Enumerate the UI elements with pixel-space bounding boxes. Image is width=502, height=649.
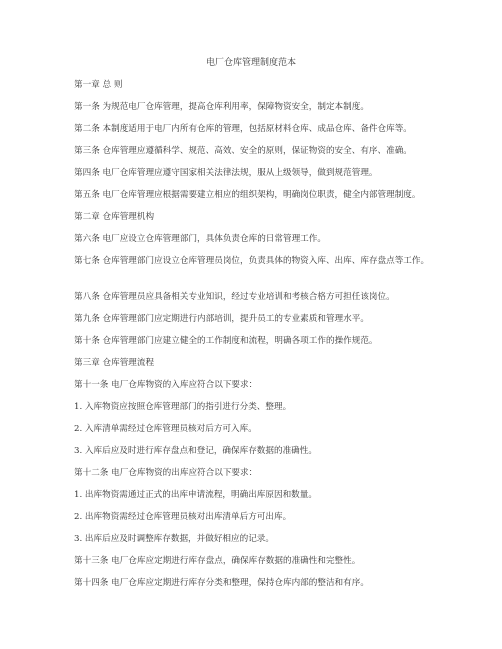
article-12: 第十二条 电厂仓库物资的出库应符合以下要求：: [74, 468, 258, 478]
article-3: 第三条 仓库管理应遵循科学、规范、高效、安全的原则，保证物资的安全、有序、准确。: [74, 146, 412, 156]
list-item: 1. 入库物资应按照仓库管理部门的指引进行分类、整理。: [74, 402, 292, 412]
list-item: 3. 入库后应及时进行库存盘点和登记，确保库存数据的准确性。: [74, 446, 317, 456]
article-6: 第六条 电厂应设立仓库管理部门，具体负责仓库的日常管理工作。: [74, 234, 326, 244]
article-11: 第十一条 电厂仓库物资的入库应符合以下要求：: [74, 380, 258, 390]
article-8: 第八条 仓库管理员应具备相关专业知识，经过专业培训和考核合格方可担任该岗位。: [74, 292, 395, 302]
article-5: 第五条 电厂仓库管理应根据需要建立相应的组织架构，明确岗位职责，健全内部管理制度。: [74, 190, 421, 200]
document-title: 电厂仓库管理制度范本: [205, 58, 296, 68]
article-2: 第二条 本制度适用于电厂内所有仓库的管理，包括原材料仓库、成品仓库、备件仓库等。: [74, 124, 412, 134]
chapter-heading-1: 第一章 总 则: [74, 80, 123, 90]
article-10: 第十条 仓库管理部门应建立健全的工作制度和流程，明确各项工作的操作规范。: [74, 336, 378, 346]
chapter-heading-2: 第二章 仓库管理机构: [74, 212, 155, 222]
article-7: 第七条 仓库管理部门应设立仓库管理员岗位，负责具体的物资入库、出库、库存盘点等工作。: [74, 256, 430, 266]
chapter-heading-3: 第三章 仓库管理流程: [74, 358, 155, 368]
article-1: 第一条 为规范电厂仓库管理，提高仓库利用率，保障物资安全，制定本制度。: [74, 102, 369, 112]
list-item: 2. 出库物资需经过仓库管理员核对出库清单后方可出库。: [74, 512, 292, 522]
article-14: 第十四条 电厂仓库应定期进行库存分类和整理，保持仓库内部的整洁和有序。: [74, 578, 369, 588]
article-4: 第四条 电厂仓库管理应遵守国家相关法律法规，服从上级领导，做到规范管理。: [74, 168, 378, 178]
list-item: 3. 出库后应及时调整库存数据，并做好相应的记录。: [74, 534, 274, 544]
article-9: 第九条 仓库管理部门应定期进行内部培训，提升员工的专业素质和管理水平。: [74, 314, 369, 324]
article-13: 第十三条 电厂仓库应定期进行库存盘点，确保库存数据的准确性和完整性。: [74, 556, 361, 566]
list-item: 2. 入库清单需经过仓库管理员核对后方可入库。: [74, 424, 257, 434]
list-item: 1. 出库物资需通过正式的出库申请流程，明确出库原因和数量。: [74, 490, 317, 500]
